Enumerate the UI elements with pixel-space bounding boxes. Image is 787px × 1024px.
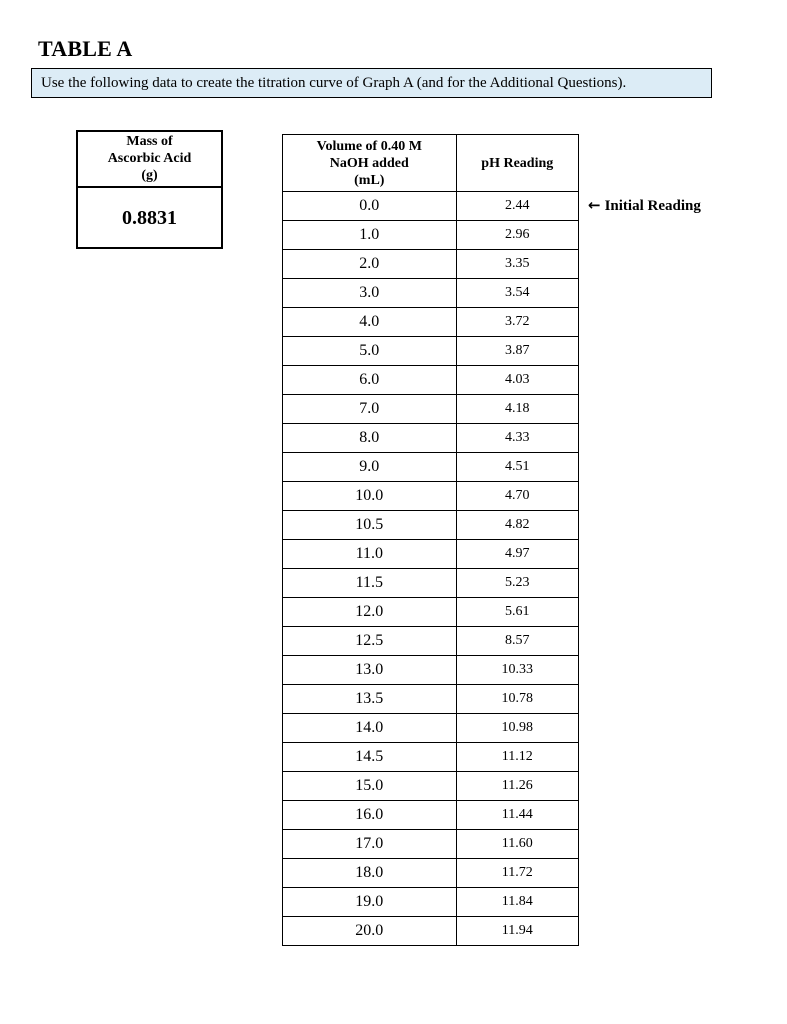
table-row	[283, 830, 579, 859]
ph-cell: 10.98	[456, 714, 578, 743]
volume-cell: 1.0	[283, 221, 457, 250]
ph-cell: 8.57	[456, 627, 578, 656]
initial-reading-note	[588, 196, 701, 215]
volume-cell: 8.0	[283, 424, 457, 453]
ph-cell: 3.72	[456, 308, 578, 337]
table-row	[283, 888, 579, 917]
ph-cell: 4.97	[456, 540, 578, 569]
volume-cell: 16.0	[283, 801, 457, 830]
volume-cell: 5.0	[283, 337, 457, 366]
volume-header-line: NaOH added	[329, 155, 409, 171]
volume-cell: 12.0	[283, 598, 457, 627]
ph-cell: 4.33	[456, 424, 578, 453]
volume-cell: 10.0	[283, 482, 457, 511]
table-row	[283, 453, 579, 482]
page-title: TABLE A	[38, 36, 133, 61]
volume-cell: 19.0	[283, 888, 457, 917]
volume-cell: 18.0	[283, 859, 457, 888]
ph-cell: 3.87	[456, 337, 578, 366]
volume-cell: 4.0	[283, 308, 457, 337]
volume-header-line: Volume of 0.40 M	[316, 138, 422, 154]
volume-cell: 12.5	[283, 627, 457, 656]
ph-cell: 11.44	[456, 801, 578, 830]
table-row	[283, 917, 579, 946]
volume-cell: 3.0	[283, 279, 457, 308]
table-row	[283, 627, 579, 656]
volume-header-line: (mL)	[354, 172, 385, 188]
volume-cell: 17.0	[283, 830, 457, 859]
ph-cell: 11.84	[456, 888, 578, 917]
ph-cell: 3.54	[456, 279, 578, 308]
ph-column-header: pH Reading	[456, 135, 578, 192]
volume-cell: 20.0	[283, 917, 457, 946]
instructions-box: Use the following data to create the titration curve of Graph A (and for the Additional Questions).	[31, 68, 712, 98]
ph-cell: 5.23	[456, 569, 578, 598]
ph-cell: 3.35	[456, 250, 578, 279]
mass-box	[76, 130, 223, 249]
mass-value: 0.8831	[122, 207, 177, 229]
table-row	[283, 743, 579, 772]
table-row	[283, 395, 579, 424]
volume-cell: 11.0	[283, 540, 457, 569]
table-row	[283, 656, 579, 685]
ph-cell: 11.26	[456, 772, 578, 801]
table-row	[283, 540, 579, 569]
ph-cell: 4.82	[456, 511, 578, 540]
titration-data-table	[282, 134, 579, 946]
volume-cell: 14.5	[283, 743, 457, 772]
ph-cell: 5.61	[456, 598, 578, 627]
table-row	[283, 685, 579, 714]
table-row	[283, 192, 579, 221]
ph-cell: 2.44	[456, 192, 578, 221]
ph-cell: 4.51	[456, 453, 578, 482]
volume-cell: 13.5	[283, 685, 457, 714]
table-row	[283, 714, 579, 743]
mass-header	[78, 132, 221, 188]
table-row	[283, 250, 579, 279]
volume-cell: 11.5	[283, 569, 457, 598]
table-row	[283, 424, 579, 453]
initial-reading-label: Initial Reading	[604, 198, 701, 214]
ph-cell: 11.60	[456, 830, 578, 859]
table-row	[283, 772, 579, 801]
arrow-left-icon: ←	[588, 196, 601, 214]
volume-cell: 6.0	[283, 366, 457, 395]
table-row	[283, 366, 579, 395]
ph-cell: 10.33	[456, 656, 578, 685]
table-row	[283, 279, 579, 308]
mass-header-line: Mass of	[126, 134, 173, 149]
table-body	[283, 192, 579, 946]
ph-cell: 11.72	[456, 859, 578, 888]
volume-cell: 13.0	[283, 656, 457, 685]
ph-cell: 2.96	[456, 221, 578, 250]
ph-cell: 4.03	[456, 366, 578, 395]
table-row	[283, 859, 579, 888]
table-row	[283, 308, 579, 337]
volume-cell: 2.0	[283, 250, 457, 279]
table-row	[283, 598, 579, 627]
mass-header-line: (g)	[141, 168, 158, 183]
ph-cell: 4.18	[456, 395, 578, 424]
volume-cell: 10.5	[283, 511, 457, 540]
ph-cell: 4.70	[456, 482, 578, 511]
table-row	[283, 511, 579, 540]
table-row	[283, 482, 579, 511]
volume-cell: 0.0	[283, 192, 457, 221]
table-row	[283, 801, 579, 830]
volume-column-header	[283, 135, 457, 192]
ph-cell: 11.94	[456, 917, 578, 946]
table-row	[283, 337, 579, 366]
ph-cell: 11.12	[456, 743, 578, 772]
table-row	[283, 221, 579, 250]
mass-header-line: Ascorbic Acid	[107, 151, 192, 166]
ph-cell: 10.78	[456, 685, 578, 714]
volume-cell: 7.0	[283, 395, 457, 424]
volume-cell: 15.0	[283, 772, 457, 801]
volume-cell: 9.0	[283, 453, 457, 482]
table-header-row	[283, 135, 579, 192]
volume-cell: 14.0	[283, 714, 457, 743]
table-row	[283, 569, 579, 598]
